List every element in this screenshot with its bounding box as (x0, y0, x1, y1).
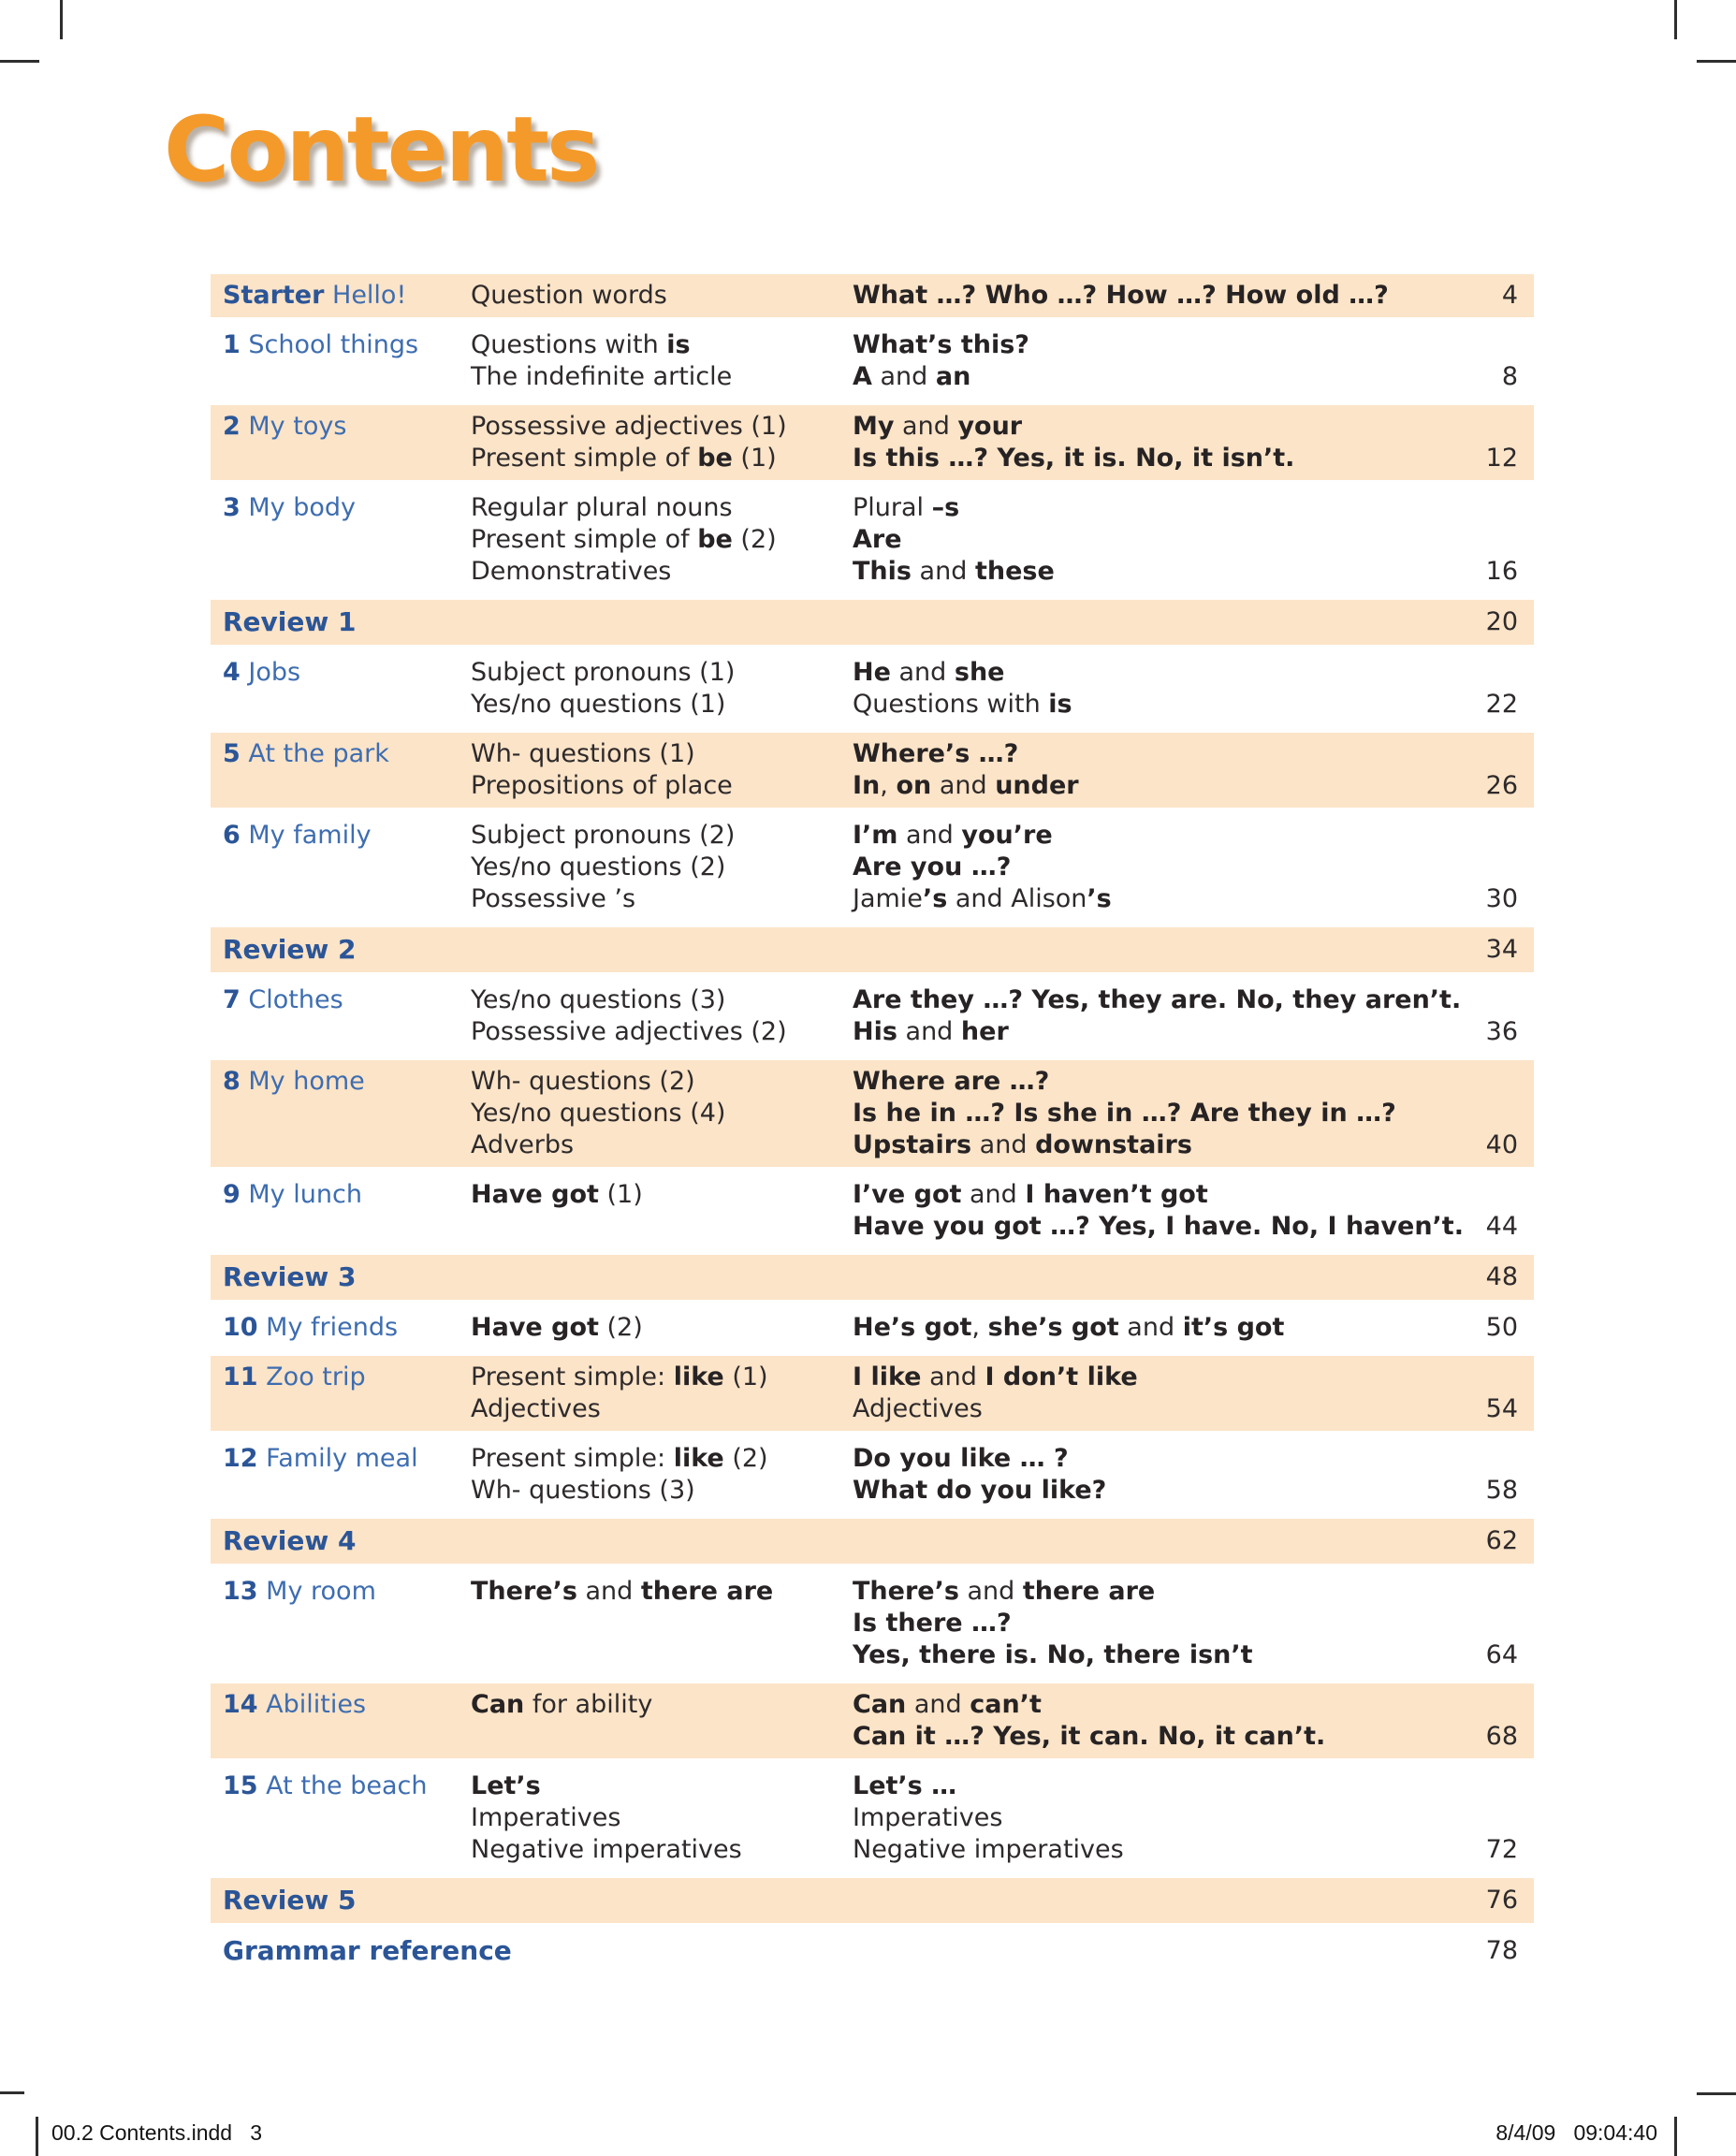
unit-grammar (471, 1689, 853, 1753)
toc-line: Is this …? Yes, it is. No, it isn’t. (853, 444, 1295, 473)
toc-line: Questions with is (471, 330, 691, 359)
toc-unit-row (211, 274, 1534, 317)
toc-line: Possessive adjectives (1) (471, 412, 787, 441)
toc-unit-row (211, 733, 1534, 808)
unit-grammar (471, 984, 853, 1048)
crop-mark (0, 2091, 24, 2094)
toc-review-row (211, 600, 1534, 645)
unit-grammar (471, 738, 853, 802)
section-label: Grammar reference (223, 1935, 512, 1966)
toc-line: Where are …? (853, 1067, 1050, 1096)
unit-examples (853, 492, 1466, 588)
unit-title (211, 1770, 471, 1866)
toc-line: Imperatives (853, 1803, 1003, 1832)
toc-line: Is there …? (853, 1609, 1012, 1638)
toc-line: Adjectives (853, 1394, 983, 1423)
unit-grammar (471, 1179, 853, 1243)
section-label: Review 1 (223, 606, 357, 637)
unit-number: 12 (223, 1444, 258, 1473)
unit-number: 2 (223, 412, 241, 441)
toc-reference-row (211, 1930, 1534, 1973)
toc-line: Present simple: like (1) (471, 1362, 768, 1391)
toc-line: Negative imperatives (853, 1835, 1124, 1864)
unit-examples (853, 329, 1466, 393)
toc-line: Can and can’t (853, 1690, 1042, 1719)
unit-grammar (471, 1576, 853, 1671)
unit-title (211, 1443, 471, 1507)
toc-line: What do you like? (853, 1476, 1107, 1505)
toc-line: Yes/no questions (1) (471, 690, 726, 719)
unit-number: 6 (223, 821, 241, 850)
toc-line: Have you got …? Yes, I have. No, I haven’t. (853, 1212, 1464, 1241)
unit-name: At the park (248, 739, 389, 768)
unit-grammar (471, 492, 853, 588)
toc-line: Regular plural nouns (471, 493, 733, 522)
page-number: 12 (1485, 444, 1518, 473)
toc-line: His and her (853, 1017, 1009, 1046)
page-number: 34 (1485, 935, 1518, 964)
unit-name: Clothes (248, 985, 343, 1014)
unit-number: 8 (223, 1067, 241, 1096)
section-label: Review 3 (223, 1261, 357, 1292)
page-number: 64 (1485, 1640, 1518, 1669)
page-number: 8 (1501, 362, 1518, 391)
unit-number: 15 (223, 1771, 258, 1800)
toc-unit-row (211, 405, 1534, 480)
unit-examples (853, 1770, 1466, 1866)
unit-grammar (471, 1770, 853, 1866)
toc-line: I’ve got and I haven’t got (853, 1180, 1208, 1209)
toc-line: This and these (853, 557, 1055, 586)
toc-unit-row (211, 1173, 1534, 1248)
crop-mark (60, 0, 63, 39)
contents-table (211, 274, 1534, 1979)
page-number: 58 (1485, 1476, 1518, 1505)
page-number: 40 (1485, 1130, 1518, 1159)
toc-line: Yes, there is. No, there isn’t (853, 1640, 1253, 1669)
unit-title (211, 1312, 471, 1344)
unit-name: Hello! (332, 281, 407, 310)
unit-number: 10 (223, 1313, 258, 1342)
toc-line: He’s got, she’s got and it’s got (853, 1313, 1285, 1342)
page-number: 50 (1485, 1313, 1518, 1342)
unit-title (211, 1689, 471, 1753)
toc-line: Questions with is (853, 690, 1072, 719)
toc-line: Is he in …? Is she in …? Are they in …? (853, 1099, 1396, 1128)
page-number: 72 (1485, 1835, 1518, 1864)
toc-line: Are you …? (853, 852, 1012, 881)
unit-examples (853, 1066, 1466, 1161)
page-title: Contents (164, 97, 598, 202)
page-number: 20 (1485, 607, 1518, 636)
unit-number: 5 (223, 739, 241, 768)
page-number: 30 (1485, 884, 1518, 913)
unit-examples (853, 411, 1466, 474)
toc-review-row (211, 927, 1534, 972)
toc-line: Can for ability (471, 1690, 653, 1719)
toc-unit-row (211, 1570, 1534, 1677)
unit-title (211, 657, 471, 721)
page-number: 36 (1485, 1017, 1518, 1046)
toc-line: Yes/no questions (3) (471, 985, 726, 1014)
toc-line: Present simple of be (2) (471, 525, 777, 554)
unit-grammar (471, 280, 853, 312)
toc-line: He and she (853, 658, 1005, 687)
toc-unit-row (211, 1765, 1534, 1872)
toc-line: Possessive adjectives (2) (471, 1017, 787, 1046)
toc-line: Are (853, 525, 902, 554)
unit-title (211, 492, 471, 588)
toc-unit-row (211, 1356, 1534, 1431)
toc-line: Let’s … (853, 1771, 957, 1800)
unit-grammar (471, 329, 853, 393)
unit-number: 11 (223, 1362, 258, 1391)
unit-number: 3 (223, 493, 241, 522)
toc-unit-row (211, 324, 1534, 399)
unit-name: Family meal (266, 1444, 418, 1473)
unit-examples (853, 280, 1466, 312)
unit-name: Abilities (266, 1690, 367, 1719)
page-number: 78 (1485, 1936, 1518, 1965)
page-number: 62 (1485, 1526, 1518, 1555)
unit-examples (853, 984, 1466, 1048)
page-number: 26 (1485, 771, 1518, 800)
toc-line: I’m and you’re (853, 821, 1053, 850)
unit-name: My body (248, 493, 357, 522)
toc-unit-row (211, 651, 1534, 726)
unit-grammar (471, 1312, 853, 1344)
toc-line: Plural –s (853, 493, 960, 522)
toc-line: Prepositions of place (471, 771, 733, 800)
unit-grammar (471, 1443, 853, 1507)
toc-line: My and your (853, 412, 1023, 441)
unit-number: 13 (223, 1577, 258, 1606)
unit-name: My lunch (248, 1180, 362, 1209)
unit-title (211, 411, 471, 474)
toc-line: Do you like … ? (853, 1444, 1069, 1473)
unit-name: Jobs (248, 658, 301, 687)
toc-line: Have got (2) (471, 1313, 643, 1342)
toc-line: Can it …? Yes, it can. No, it can’t. (853, 1722, 1326, 1751)
unit-examples (853, 820, 1466, 915)
unit-name: At the beach (266, 1771, 428, 1800)
unit-title (211, 1362, 471, 1425)
unit-examples (853, 1312, 1466, 1344)
toc-line: In, on and under (853, 771, 1079, 800)
unit-number: 7 (223, 985, 241, 1014)
toc-line: What …? Who …? How …? How old …? (853, 281, 1389, 310)
unit-title (211, 984, 471, 1048)
unit-number: 9 (223, 1180, 241, 1209)
toc-line: Adverbs (471, 1130, 575, 1159)
page-number: 16 (1485, 557, 1518, 586)
toc-line: There’s and there are (471, 1577, 774, 1606)
toc-line: Are they …? Yes, they are. No, they aren’t. (853, 985, 1462, 1014)
toc-unit-row (211, 1683, 1534, 1758)
section-label: Review 2 (223, 934, 357, 965)
unit-title (211, 820, 471, 915)
unit-examples (853, 1689, 1466, 1753)
toc-line: Subject pronouns (1) (471, 658, 736, 687)
toc-line: Adjectives (471, 1394, 601, 1423)
toc-unit-row (211, 979, 1534, 1054)
unit-grammar (471, 411, 853, 474)
toc-unit-row (211, 487, 1534, 593)
toc-line: Yes/no questions (4) (471, 1099, 726, 1128)
page-number: 22 (1485, 690, 1518, 719)
unit-title (211, 1066, 471, 1161)
toc-line: Yes/no questions (2) (471, 852, 726, 881)
toc-line: Subject pronouns (2) (471, 821, 736, 850)
unit-examples (853, 1179, 1466, 1243)
unit-examples (853, 1443, 1466, 1507)
unit-name: My family (248, 821, 372, 850)
toc-unit-row (211, 1306, 1534, 1349)
crop-mark (1674, 0, 1677, 39)
unit-title (211, 1179, 471, 1243)
toc-line: Imperatives (471, 1803, 621, 1832)
unit-number: 14 (223, 1690, 258, 1719)
toc-line: Have got (1) (471, 1180, 643, 1209)
unit-name: My home (248, 1067, 365, 1096)
unit-grammar (471, 820, 853, 915)
toc-line: Present simple of be (1) (471, 444, 777, 473)
unit-title (211, 738, 471, 802)
toc-line: Wh- questions (1) (471, 739, 695, 768)
unit-name: My friends (266, 1313, 399, 1342)
unit-title (211, 280, 471, 312)
toc-line: Where’s …? (853, 739, 1019, 768)
unit-number: 4 (223, 658, 241, 687)
toc-review-row (211, 1255, 1534, 1300)
crop-mark (1697, 2092, 1736, 2095)
toc-line: Negative imperatives (471, 1835, 742, 1864)
toc-unit-row (211, 1060, 1534, 1167)
unit-number: 1 (223, 330, 241, 359)
unit-grammar (471, 657, 853, 721)
footer-timestamp: 8/4/09 09:04:40 (1495, 2120, 1657, 2145)
toc-line: Present simple: like (2) (471, 1444, 768, 1473)
page-number: 44 (1485, 1212, 1518, 1241)
toc-line: Wh- questions (3) (471, 1476, 695, 1505)
unit-name: My toys (248, 412, 347, 441)
unit-name: My room (266, 1577, 376, 1606)
toc-unit-row (211, 1437, 1534, 1512)
unit-grammar (471, 1066, 853, 1161)
footer-filename: 00.2 Contents.indd 3 (51, 2120, 263, 2145)
page-number: 54 (1485, 1394, 1518, 1423)
toc-line: Wh- questions (2) (471, 1067, 695, 1096)
unit-grammar (471, 1362, 853, 1425)
unit-examples (853, 1362, 1466, 1425)
unit-title (211, 1576, 471, 1671)
page-number: 68 (1485, 1722, 1518, 1751)
toc-unit-row (211, 814, 1534, 921)
crop-mark (0, 60, 39, 63)
toc-review-row (211, 1519, 1534, 1564)
toc-line: What’s this? (853, 330, 1029, 359)
unit-title (211, 329, 471, 393)
toc-line: The indefinite article (471, 362, 733, 391)
section-label: Review 5 (223, 1885, 357, 1916)
toc-review-row (211, 1878, 1534, 1923)
page-number: 48 (1485, 1262, 1518, 1291)
unit-examples (853, 738, 1466, 802)
toc-line: Jamie’s and Alison’s (853, 884, 1112, 913)
toc-line: Upstairs and downstairs (853, 1130, 1192, 1159)
unit-name: School things (248, 330, 419, 359)
toc-line: Question words (471, 281, 667, 310)
unit-number: Starter (223, 281, 325, 310)
page-number: 4 (1501, 281, 1518, 310)
toc-line: There’s and there are (853, 1577, 1156, 1606)
crop-mark (1674, 2117, 1677, 2156)
page-number: 76 (1485, 1886, 1518, 1915)
unit-name: Zoo trip (266, 1362, 366, 1391)
toc-line: Let’s (471, 1771, 541, 1800)
section-label: Review 4 (223, 1525, 357, 1556)
toc-line: A and an (853, 362, 971, 391)
unit-examples (853, 1576, 1466, 1671)
toc-line: Demonstratives (471, 557, 672, 586)
unit-examples (853, 657, 1466, 721)
crop-mark (1697, 60, 1736, 63)
crop-mark (36, 2117, 38, 2156)
toc-line: Possessive ’s (471, 884, 636, 913)
toc-line: I like and I don’t like (853, 1362, 1138, 1391)
